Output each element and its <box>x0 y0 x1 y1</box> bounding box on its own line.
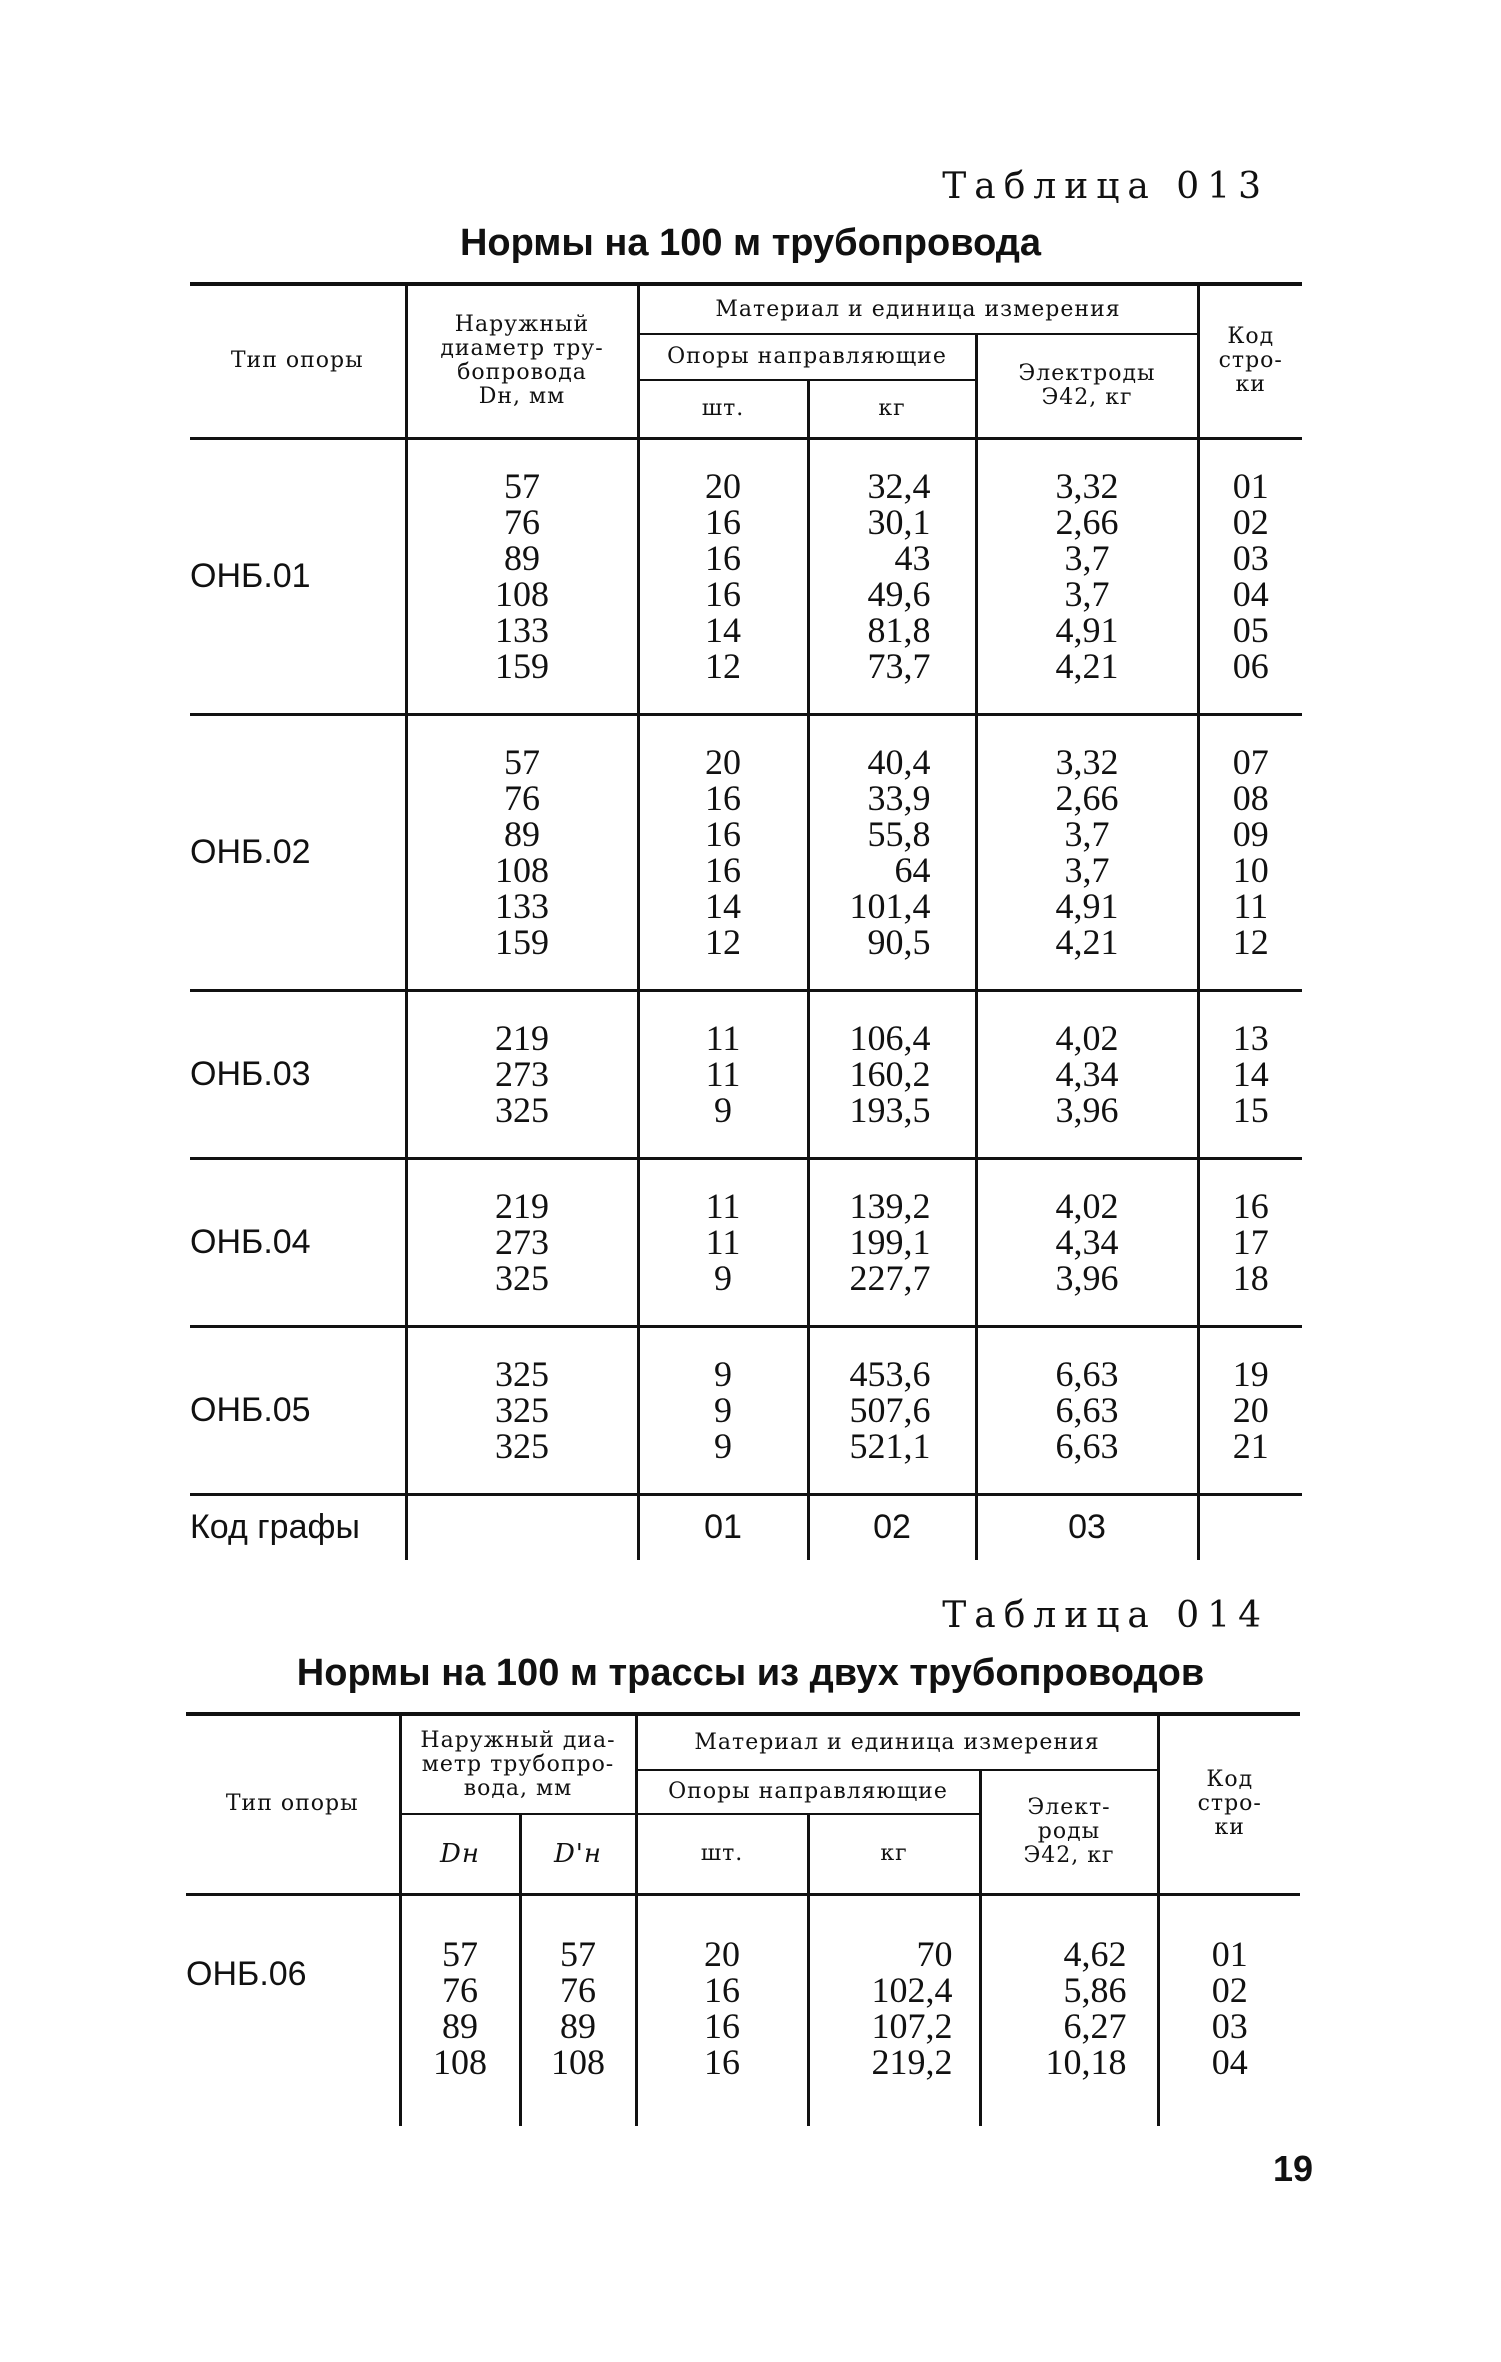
value-code: 09 <box>1232 814 1269 854</box>
value-dn_prime: 57 <box>560 1933 596 1974</box>
table-row <box>190 438 1302 714</box>
value-pcs: 9 <box>714 1354 732 1394</box>
value-code: 01 <box>1211 1933 1248 1974</box>
value-electrodes: 3,7 <box>1064 538 1110 578</box>
value-pcs: 16 <box>705 538 741 578</box>
value-pcs: 14 <box>705 610 741 650</box>
t014-header-dn: Dн <box>400 1814 520 1894</box>
value-electrodes: 4,34 <box>1055 1222 1119 1262</box>
table-014-title: Нормы на 100 м трассы из двух трубопроводов <box>296 1652 1205 1694</box>
value-code: 01 <box>1232 466 1269 506</box>
value-code: 02 <box>1211 1969 1248 2010</box>
support-type: ОНБ.01 <box>190 557 311 595</box>
value-dn: 89 <box>442 2005 478 2046</box>
value-code: 04 <box>1211 2041 1248 2082</box>
value-kg: 453,6 <box>849 1354 931 1394</box>
value-electrodes: 4,91 <box>1055 886 1119 926</box>
value-code: 16 <box>1232 1186 1269 1226</box>
value-kg: 81,8 <box>867 610 931 650</box>
cell-code <box>1158 1894 1300 2126</box>
value-electrodes: 3,32 <box>1055 742 1119 782</box>
cell-type <box>190 990 406 1158</box>
value-pcs: 14 <box>705 886 741 926</box>
table-013-title: Нормы на 100 м трубопровода <box>459 222 1042 264</box>
value-pcs: 16 <box>705 502 741 542</box>
value-code: 10 <box>1232 850 1269 890</box>
value-kg: 193,5 <box>849 1090 931 1130</box>
value-pcs: 9 <box>714 1090 732 1130</box>
column-code-row-code <box>1198 1494 1302 1560</box>
value-kg: 33,9 <box>867 778 931 818</box>
value-kg: 90,5 <box>867 922 931 962</box>
cell-diameter <box>406 1326 638 1494</box>
header-code: Код стро- ки <box>1198 284 1302 438</box>
cell-pcs <box>636 1894 808 2126</box>
value-pcs: 11 <box>705 1222 741 1262</box>
support-type: ОНБ.03 <box>190 1055 311 1093</box>
value-code: 04 <box>1232 574 1269 614</box>
value-code: 02 <box>1232 502 1269 542</box>
cell-diameter <box>406 438 638 714</box>
value-kg: 101,4 <box>849 886 931 926</box>
value-diameter: 159 <box>495 646 549 686</box>
value-dn_prime: 89 <box>560 2005 596 2046</box>
value-diameter: 76 <box>504 502 540 542</box>
value-diameter: 57 <box>504 466 540 506</box>
value-electrodes: 4,62 <box>1063 1933 1127 1974</box>
table-014-label: Таблица 014 <box>942 1595 1269 1636</box>
cell-electrodes <box>976 1158 1198 1326</box>
cell-diameter <box>406 990 638 1158</box>
cell-type <box>190 1326 406 1494</box>
cell-diameter <box>406 714 638 990</box>
value-code: 03 <box>1232 538 1269 578</box>
table-row <box>190 1158 1302 1326</box>
cell-code <box>1198 990 1302 1158</box>
value-dn: 57 <box>442 1933 478 1974</box>
column-code-kg: 02 <box>808 1494 976 1560</box>
cell-electrodes <box>976 714 1198 990</box>
cell-pcs <box>638 438 808 714</box>
value-pcs: 11 <box>705 1186 741 1226</box>
cell-kg <box>808 438 976 714</box>
table-row <box>190 990 1302 1158</box>
value-diameter: 273 <box>495 1054 549 1094</box>
value-diameter: 273 <box>495 1222 549 1262</box>
value-code: 15 <box>1232 1090 1269 1130</box>
value-electrodes: 4,21 <box>1055 646 1119 686</box>
value-kg: 160,2 <box>849 1054 931 1094</box>
value-code: 11 <box>1233 886 1269 926</box>
value-code: 20 <box>1232 1390 1269 1430</box>
value-diameter: 325 <box>495 1258 549 1298</box>
table-row <box>186 1894 1300 2126</box>
value-code: 19 <box>1232 1354 1269 1394</box>
value-code: 07 <box>1232 742 1269 782</box>
value-pcs: 11 <box>705 1054 741 1094</box>
value-diameter: 89 <box>504 538 540 578</box>
value-dn_prime: 76 <box>560 1969 596 2010</box>
value-electrodes: 4,02 <box>1055 1186 1119 1226</box>
value-electrodes: 4,91 <box>1055 610 1119 650</box>
header-diameter: Наружный диаметр тру- бопровода Dн, мм <box>406 284 638 438</box>
table-row <box>190 1326 1302 1494</box>
cell-code <box>1198 1158 1302 1326</box>
value-diameter: 325 <box>495 1390 549 1430</box>
value-electrodes: 3,7 <box>1064 574 1110 614</box>
header-material: Материал и единица измерения <box>638 284 1198 334</box>
value-electrodes: 3,7 <box>1064 850 1110 890</box>
value-dn_prime: 108 <box>551 2041 605 2082</box>
value-code: 03 <box>1211 2005 1248 2046</box>
value-pcs: 16 <box>704 2005 740 2046</box>
value-electrodes: 4,34 <box>1055 1054 1119 1094</box>
value-electrodes: 10,18 <box>1045 2041 1127 2082</box>
cell-kg <box>808 990 976 1158</box>
value-kg: 70 <box>916 1933 953 1974</box>
t014-header-dn-prime: D'н <box>520 1814 636 1894</box>
value-code: 06 <box>1232 646 1269 686</box>
value-kg: 43 <box>894 538 931 578</box>
value-diameter: 159 <box>495 922 549 962</box>
value-kg: 219,2 <box>871 2041 953 2082</box>
value-dn: 76 <box>442 1969 478 2010</box>
t014-header-electrodes: Элект- роды Э42, кг <box>980 1770 1158 1894</box>
value-pcs: 16 <box>705 850 741 890</box>
value-kg: 199,1 <box>849 1222 931 1262</box>
cell-electrodes <box>976 1326 1198 1494</box>
value-diameter: 325 <box>495 1090 549 1130</box>
value-diameter: 219 <box>495 1186 549 1226</box>
cell-electrodes <box>980 1894 1158 2126</box>
t014-header-code: Код стро- ки <box>1158 1714 1300 1894</box>
value-diameter: 76 <box>504 778 540 818</box>
value-electrodes: 6,63 <box>1055 1426 1119 1466</box>
value-pcs: 9 <box>714 1390 732 1430</box>
value-code: 12 <box>1232 922 1269 962</box>
support-type: ОНБ.04 <box>190 1223 311 1261</box>
value-kg: 507,6 <box>849 1390 931 1430</box>
cell-kg <box>808 1326 976 1494</box>
support-type: ОНБ.02 <box>190 833 311 871</box>
value-diameter: 108 <box>495 850 549 890</box>
cell-type <box>190 1158 406 1326</box>
value-pcs: 9 <box>714 1426 732 1466</box>
value-kg: 107,2 <box>871 2005 953 2046</box>
cell-electrodes <box>976 990 1198 1158</box>
value-electrodes: 6,27 <box>1063 2005 1127 2046</box>
header-supports: Опоры направляющие <box>638 334 976 380</box>
value-kg: 64 <box>894 850 931 890</box>
page-number: 19 <box>1272 2148 1313 2189</box>
table-014 <box>186 1712 1300 2126</box>
cell-kg <box>808 1894 980 2126</box>
t014-header-type: Тип опоры <box>186 1714 400 1894</box>
cell-diameter <box>406 1158 638 1326</box>
t014-header-supports: Опоры направляющие <box>636 1770 980 1814</box>
t014-header-material: Материал и единица измерения <box>636 1714 1158 1770</box>
value-electrodes: 3,7 <box>1064 814 1110 854</box>
cell-kg <box>808 714 976 990</box>
t014-header-pcs: шт. <box>636 1814 808 1894</box>
value-pcs: 20 <box>705 742 741 782</box>
header-kg: кг <box>808 380 976 438</box>
cell-pcs <box>638 714 808 990</box>
value-pcs: 16 <box>705 574 741 614</box>
value-electrodes: 2,66 <box>1055 502 1119 542</box>
value-code: 13 <box>1232 1018 1269 1058</box>
value-diameter: 108 <box>495 574 549 614</box>
column-codes-label: Код графы <box>190 1494 406 1560</box>
value-kg: 49,6 <box>867 574 931 614</box>
value-kg: 55,8 <box>867 814 931 854</box>
value-kg: 73,7 <box>867 646 931 686</box>
header-type: Тип опоры <box>190 284 406 438</box>
cell-dn_prime <box>520 1894 636 2126</box>
column-code-pcs: 01 <box>638 1494 808 1560</box>
value-diameter: 325 <box>495 1354 549 1394</box>
support-type: ОНБ.06 <box>186 1954 307 1993</box>
t014-header-kg: кг <box>808 1814 980 1894</box>
value-kg: 30,1 <box>867 502 931 542</box>
column-code-electrodes: 03 <box>976 1494 1198 1560</box>
value-pcs: 16 <box>705 814 741 854</box>
value-pcs: 20 <box>704 1933 740 1974</box>
value-code: 14 <box>1232 1054 1269 1094</box>
value-diameter: 133 <box>495 610 549 650</box>
value-code: 08 <box>1232 778 1269 818</box>
value-diameter: 325 <box>495 1426 549 1466</box>
value-kg: 40,4 <box>867 742 931 782</box>
value-electrodes: 6,63 <box>1055 1354 1119 1394</box>
header-electrodes: Электроды Э42, кг <box>976 334 1198 438</box>
cell-type <box>190 714 406 990</box>
value-pcs: 12 <box>705 922 741 962</box>
cell-kg <box>808 1158 976 1326</box>
table-013-label: Таблица 013 <box>942 166 1269 207</box>
cell-pcs <box>638 1158 808 1326</box>
value-pcs: 16 <box>704 2041 740 2082</box>
cell-dn <box>400 1894 520 2126</box>
value-diameter: 219 <box>495 1018 549 1058</box>
cell-code <box>1198 438 1302 714</box>
cell-code <box>1198 1326 1302 1494</box>
value-kg: 102,4 <box>871 1969 953 2010</box>
column-code-diameter <box>406 1494 638 1560</box>
value-kg: 106,4 <box>849 1018 931 1058</box>
value-diameter: 133 <box>495 886 549 926</box>
cell-electrodes <box>976 438 1198 714</box>
value-kg: 227,7 <box>849 1258 931 1298</box>
value-diameter: 89 <box>504 814 540 854</box>
value-electrodes: 6,63 <box>1055 1390 1119 1430</box>
table-013 <box>190 282 1302 1560</box>
value-kg: 139,2 <box>849 1186 931 1226</box>
cell-pcs <box>638 990 808 1158</box>
value-electrodes: 4,02 <box>1055 1018 1119 1058</box>
value-electrodes: 3,96 <box>1055 1090 1119 1130</box>
value-electrodes: 4,21 <box>1055 922 1119 962</box>
table-row <box>190 714 1302 990</box>
value-diameter: 57 <box>504 742 540 782</box>
value-electrodes: 5,86 <box>1063 1969 1127 2010</box>
value-pcs: 11 <box>705 1018 741 1058</box>
cell-code <box>1198 714 1302 990</box>
cell-pcs <box>638 1326 808 1494</box>
value-kg: 32,4 <box>867 466 931 506</box>
value-code: 21 <box>1232 1426 1269 1466</box>
value-pcs: 9 <box>714 1258 732 1298</box>
value-electrodes: 3,32 <box>1055 466 1119 506</box>
t014-header-diameter: Наружный диа- метр трубопро- вода, мм <box>400 1714 636 1814</box>
value-electrodes: 3,96 <box>1055 1258 1119 1298</box>
value-pcs: 20 <box>705 466 741 506</box>
value-code: 05 <box>1232 610 1269 650</box>
value-electrodes: 2,66 <box>1055 778 1119 818</box>
value-code: 18 <box>1232 1258 1269 1298</box>
header-pcs: шт. <box>638 380 808 438</box>
support-type: ОНБ.05 <box>190 1391 311 1429</box>
value-pcs: 16 <box>705 778 741 818</box>
value-kg: 521,1 <box>849 1426 931 1466</box>
cell-type <box>190 438 406 714</box>
value-dn: 108 <box>433 2041 487 2082</box>
value-code: 17 <box>1232 1222 1269 1262</box>
value-pcs: 16 <box>704 1969 740 2010</box>
cell-type <box>186 1894 400 2126</box>
value-pcs: 12 <box>705 646 741 686</box>
